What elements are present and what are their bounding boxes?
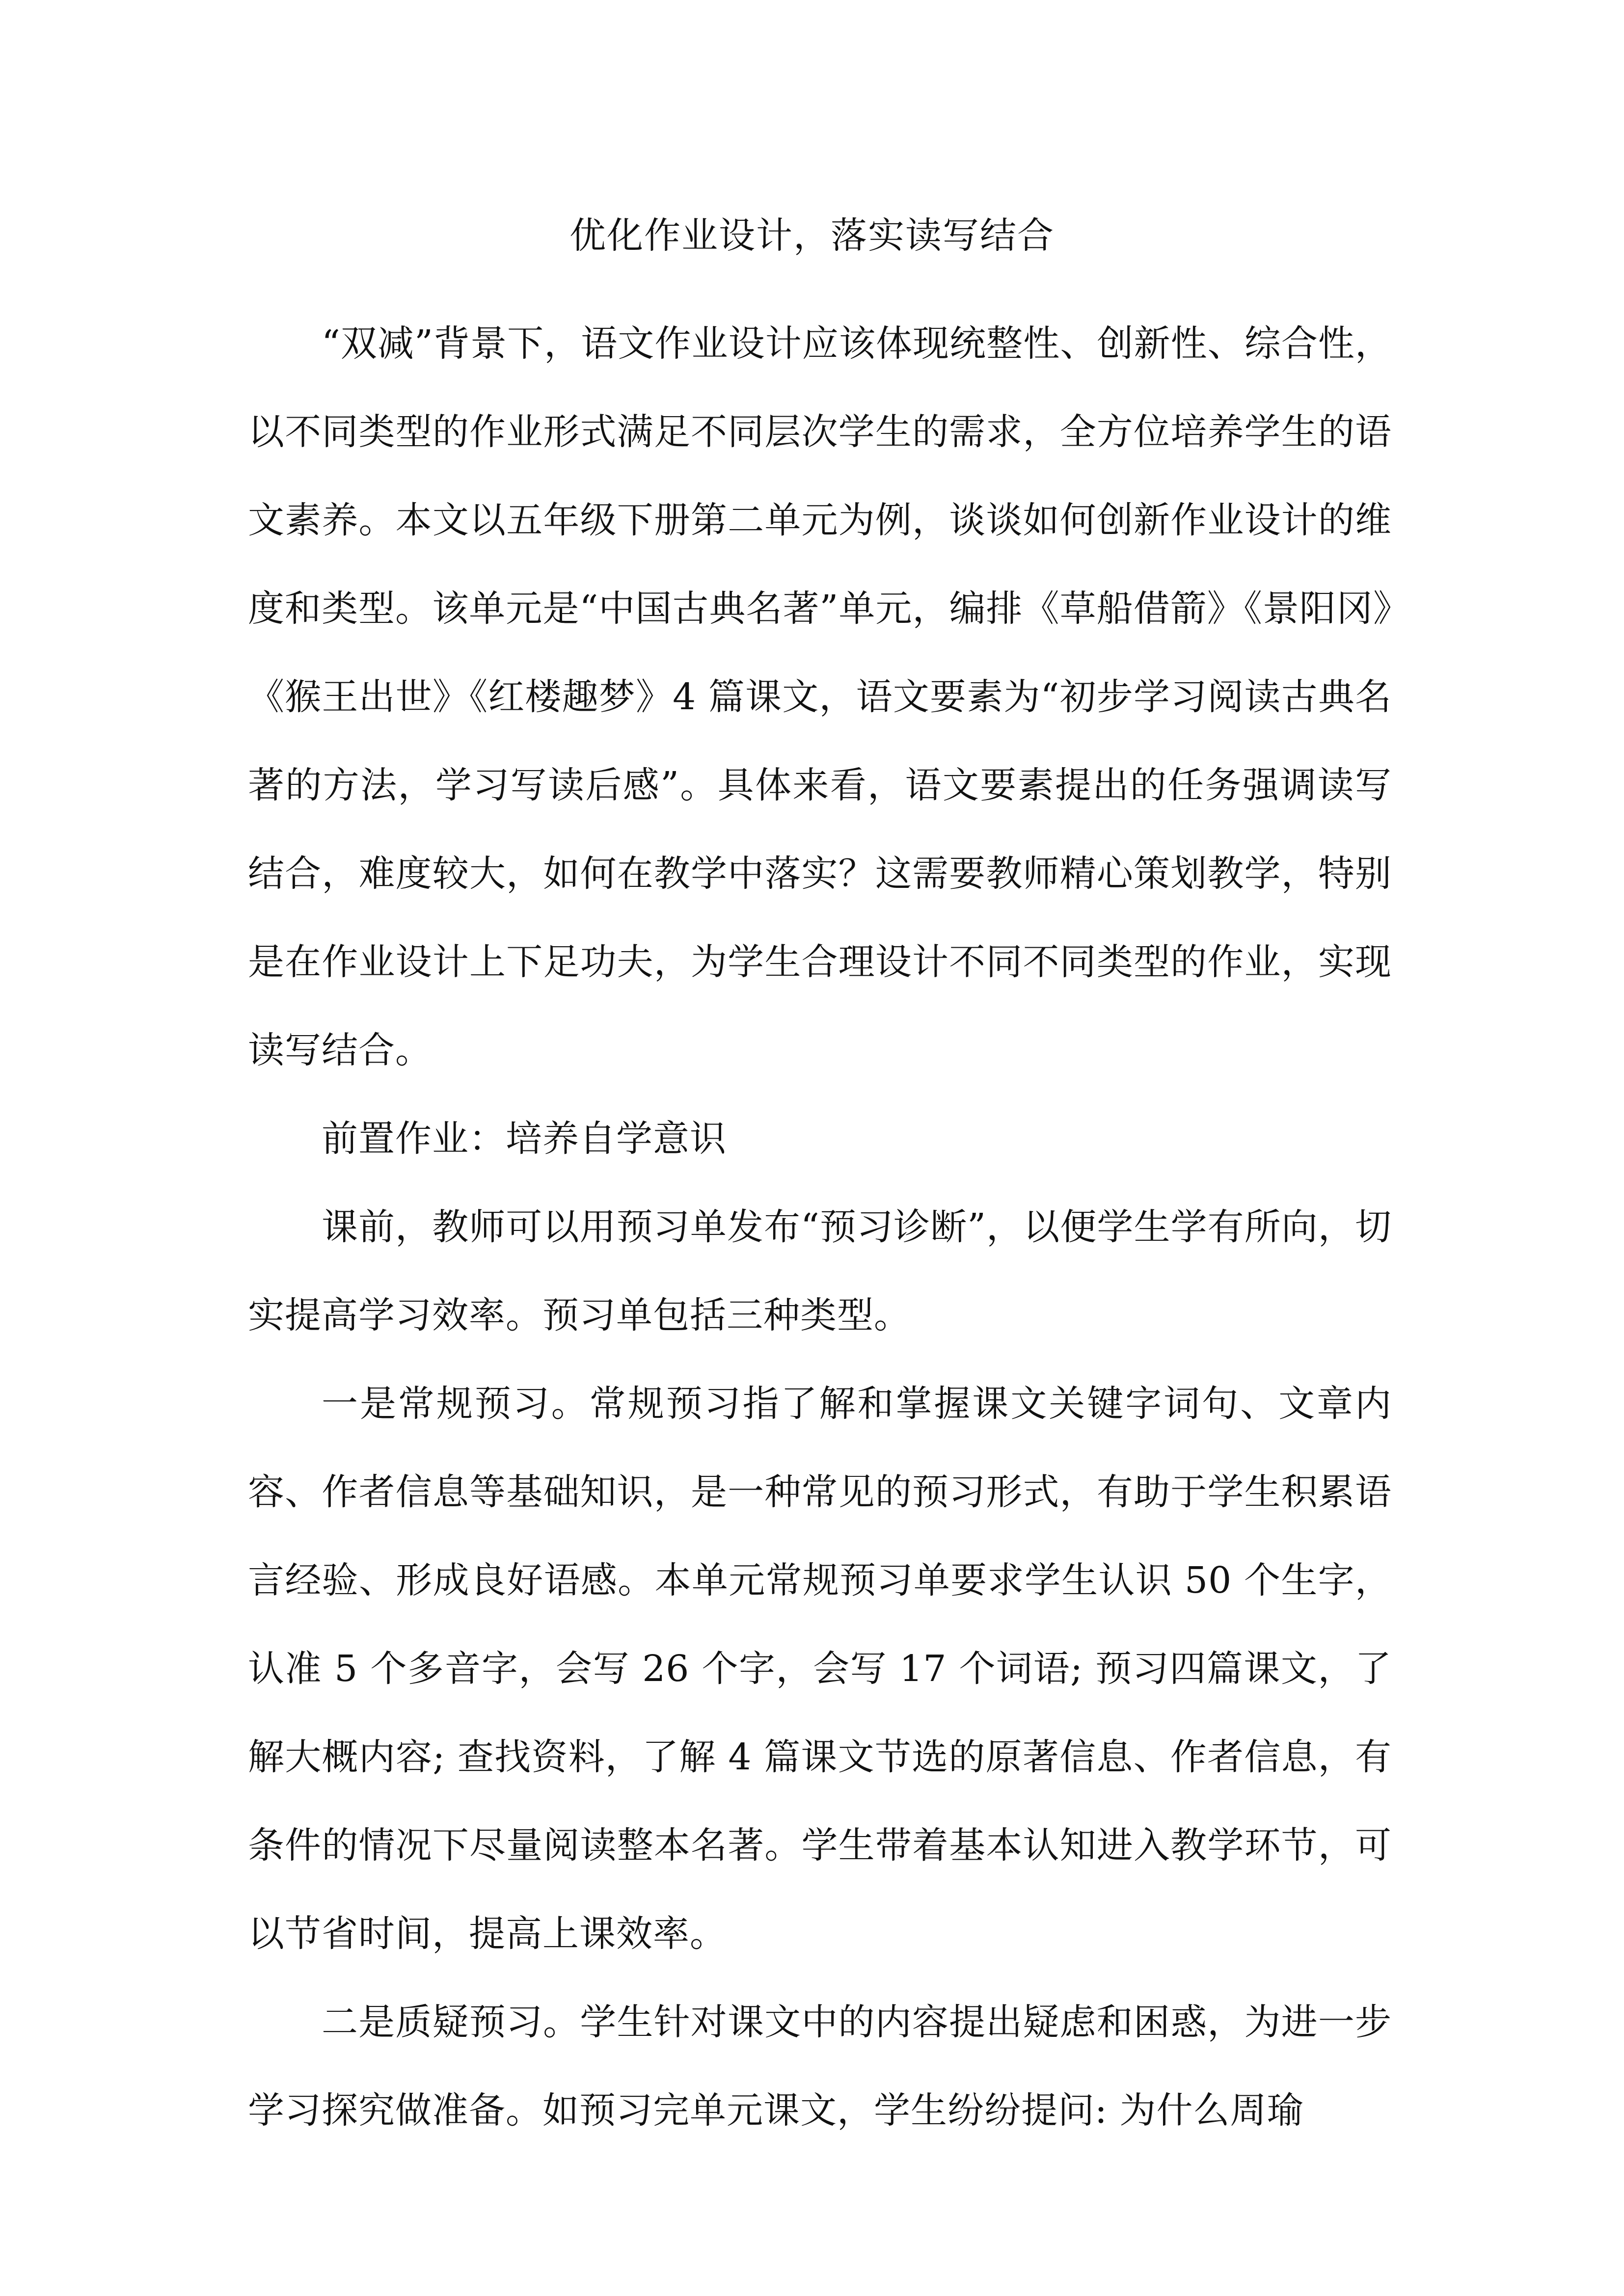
paragraph-preview-sheet: 课前，教师可以用预习单发布“预习诊断”，以便学生学有所向，切实提高学习效率。预习单包括三种类型。	[248, 1206, 1392, 1336]
document-title: 优化作业设计，落实读写结合	[569, 214, 1055, 257]
document-body	[248, 299, 1392, 2155]
paragraph-regular-preview: 一是常规预习。常规预习指了解和掌握课文关键字词句、文章内容、作者信息等基础知识，是一种常见的预习形式，有助于学生积累语言经验、形成良好语感。本单元常规预习单要求学生认识 50 个生字，认准 5 个多音字，会写 26 个字，会写 17 个词语; 预习四篇课文，了解大概内容; 查找资料，了解 4 篇课文节选的原著信息、作者信息，有条件的情况下尽量阅读整本名著。学生带着基本认知进入教学环节，可以节省时间，提高上课效率。	[248, 1383, 1392, 1955]
paragraph-question-preview: 二是质疑预习。学生针对课文中的内容提出疑虑和困惑，为进一步学习探究做准备。如预习完单元课文，学生纷纷提问: 为什么周瑜	[248, 2001, 1392, 2132]
paragraph-intro: “双减”背景下，语文作业设计应该体现统整性、创新性、综合性，以不同类型的作业形式满足不同层次学生的需求，全方位培养学生的语文素养。本文以五年级下册第二单元为例，谈谈如何创新作业设计的维度和类型。该单元是“中国古典名著”单元，编排《草船借箭》《景阳冈》《猴王出世》《红楼趣梦》4 篇课文，语文要素为“初步学习阅读古典名著的方法，学习写读后感”。具体来看，语文要素提出的任务强调读写结合，难度较大，如何在教学中落实？这需要教师精心策划教学，特别是在作业设计上下足功夫，为学生合理设计不同不同类型的作业，实现读写结合。	[248, 322, 1392, 1071]
section-heading-preview-homework: 前置作业：培养自学意识	[322, 1118, 727, 1160]
